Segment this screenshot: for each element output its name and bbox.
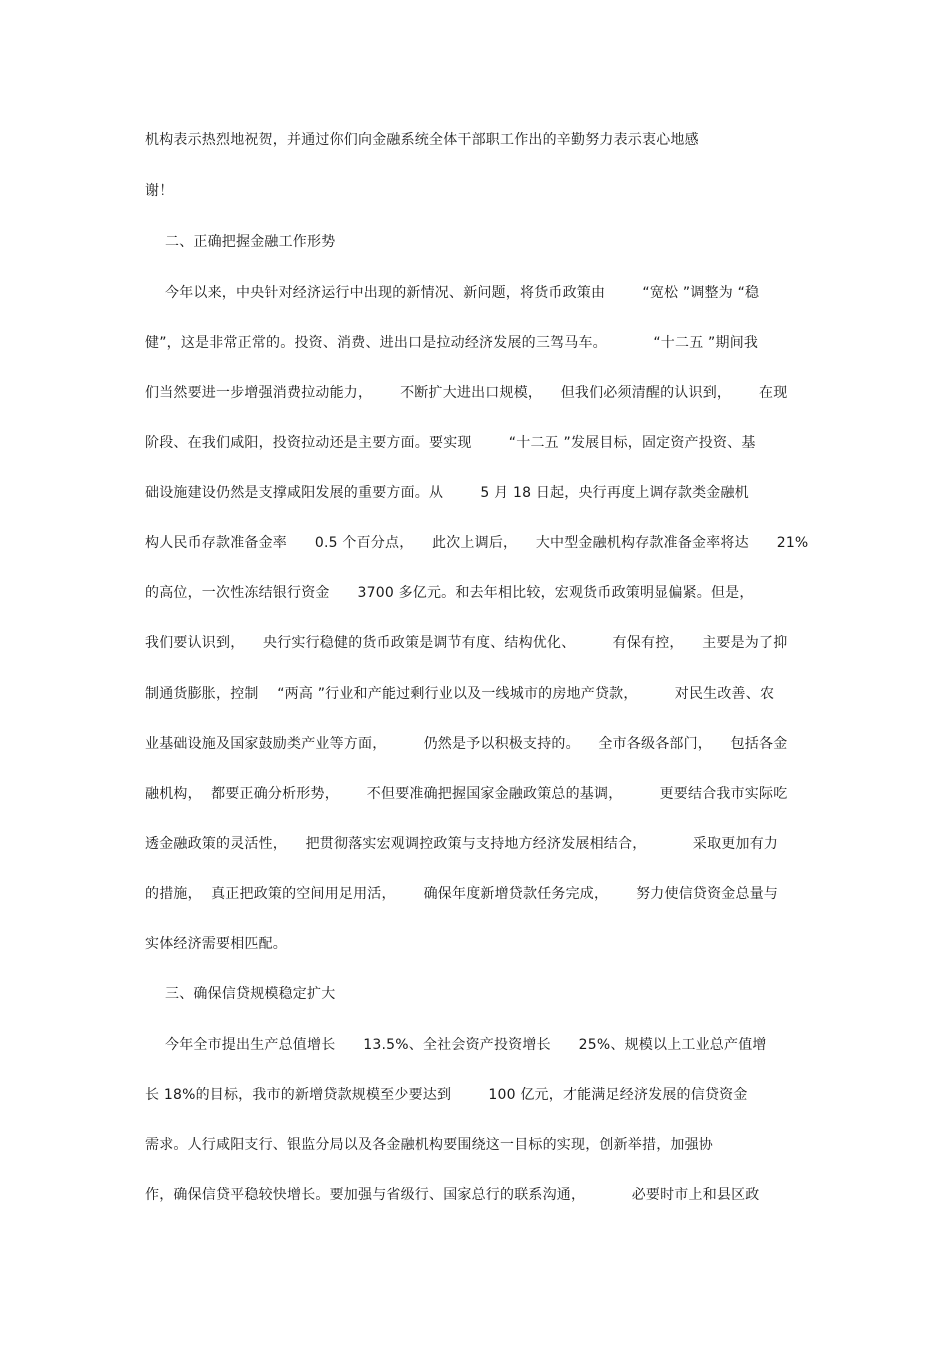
text-line: 的措施， 真正把政策的空间用足用活， 确保年度新增贷款任务完成， 努力使信贷资金总量与 [145, 886, 779, 902]
text-line: 实体经济需要相匹配。 [145, 936, 287, 952]
text-line: 透金融政策的灵活性， 把贯彻落实宏观调控政策与支持地方经济发展相结合， 采取更加有力 [145, 836, 779, 852]
text-line: 需求。人行咸阳支行、银监分局以及各金融机构要围绕这一目标的实现，创新举措，加强协 [145, 1137, 713, 1153]
text-line: 今年全市提出生产总值增长 13.5%、全社会资产投资增长 25%、规模以上工业总产值增 [165, 1037, 767, 1053]
text-line: 作，确保信贷平稳较快增长。要加强与省级行、国家总行的联系沟通， 必要时市上和县区政 [145, 1187, 760, 1203]
text-line: 融机构， 都要正确分析形势， 不但要准确把握国家金融政策总的基调， 更要结合我市实际吃 [145, 786, 788, 802]
text-line: 今年以来，中央针对经济运行中出现的新情况、新问题，将货币政策由 “宽松 ”调整为 “稳 [165, 285, 760, 301]
text-line: 的高位，一次性冻结银行资金 3700 多亿元。和去年相比较，宏观货币政策明显偏紧。但是， [145, 585, 754, 601]
text-line: 长 18%的目标，我市的新增贷款规模至少要达到 100 亿元，才能满足经济发展的信贷资金 [145, 1087, 748, 1103]
text-line: 们当然要进一步增强消费拉动能力， 不断扩大进出口规模， 但我们必须清醒的认识到， 在现 [145, 385, 788, 401]
text-line: 业基础设施及国家鼓励类产业等方面， 仍然是予以积极支持的。 全市各级各部门， 包括各金 [145, 736, 788, 752]
text-line: 健”，这是非常正常的。投资、消费、进出口是拉动经济发展的三驾马车。 “十二五 ”期间我 [145, 335, 759, 351]
text-line: 础设施建设仍然是支撑咸阳发展的重要方面。从 5 月 18 日起，央行再度上调存款类金融机 [145, 485, 749, 501]
text-line: 我们要认识到， 央行实行稳健的货币政策是调节有度、结构优化、 有保有控， 主要是为了抑 [145, 635, 788, 651]
section-heading: 二、正确把握金融工作形势 [165, 234, 336, 250]
text-line: 谢！ [145, 183, 174, 199]
text-line: 机构表示热烈地祝贺，并通过你们向金融系统全体干部职工作出的辛勤努力表示衷心地感 [145, 132, 699, 148]
text-line: 制通货膨胀，控制 “两高 ”行业和产能过剩行业以及一线城市的房地产贷款， 对民生改善、农 [145, 686, 775, 702]
text-line: 构人民币存款准备金率 0.5 个百分点， 此次上调后， 大中型金融机构存款准备金率将达 21% [145, 535, 809, 551]
text-line: 阶段、在我们咸阳，投资拉动还是主要方面。要实现 “十二五 ”发展目标，固定资产投资、基 [145, 435, 756, 451]
section-heading: 三、确保信贷规模稳定扩大 [165, 986, 336, 1002]
